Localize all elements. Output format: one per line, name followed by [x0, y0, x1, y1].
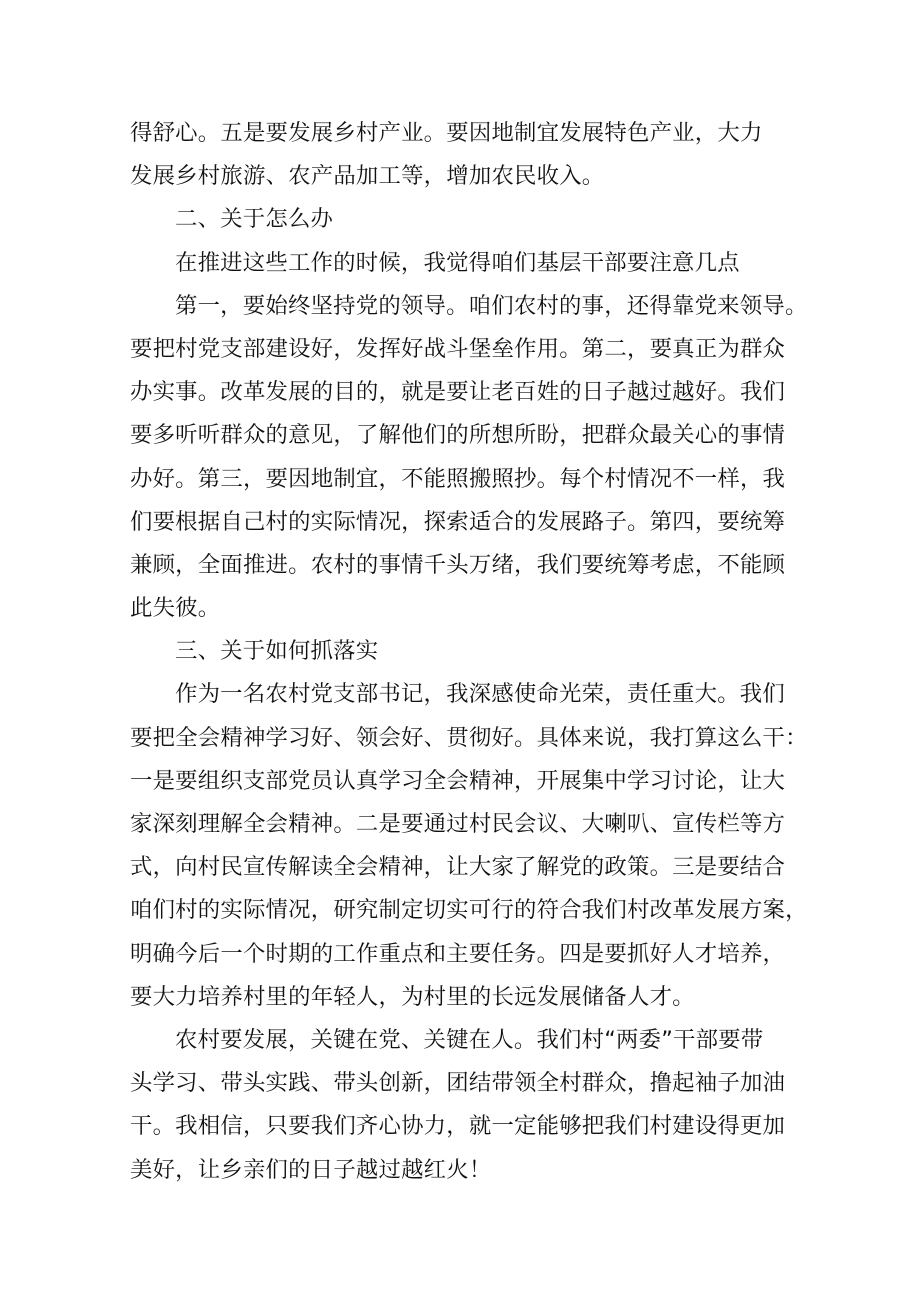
text-line: 一是要组织支部党员认真学习全会精神，开展集中学习讨论，让大: [130, 767, 786, 794]
text-line: 家深刻理解全会精神。二是要通过村民会议、大喇叭、宣传栏等方: [130, 811, 786, 837]
text-line: 第一，要始终坚持党的领导。咱们农村的事，还得靠党来领导。: [175, 292, 808, 319]
text-line: 要大力培养村里的年轻人，为村里的长远发展储备人才。: [130, 983, 695, 1010]
text-line: 美好，让乡亲们的日子越过越红火！: [130, 1156, 492, 1183]
text-line: 农村要发展，关键在党、关键在人。我们村“两委”干部要带: [175, 1026, 764, 1053]
document-body: [130, 112, 808, 1192]
text-line: 头学习、带头实践、带头创新，团结带领全村群众，撸起袖子加油: [130, 1070, 786, 1097]
text-line: 式，向村民宣传解读全会精神，让大家了解党的政策。三是要结合: [130, 854, 786, 881]
text-line: 得舒心。五是要发展乡村产业。要因地制宜发展特色产业，大力: [130, 120, 763, 146]
text-line: 兼顾，全面推进。农村的事情千头万绪，我们要统筹考虑，不能顾: [130, 551, 786, 578]
text-line: 要把全会精神学习好、领会好、贯彻好。具体来说，我打算这么干：: [130, 724, 808, 751]
text-line: 要多听听群众的意见，了解他们的所想所盼，把群众最关心的事情: [130, 422, 786, 449]
section-heading-how: 二、关于怎么办: [175, 206, 334, 233]
text-line: 咱们村的实际情况，研究制定切实可行的符合我们村改革发展方案，: [130, 897, 808, 924]
text-line: 作为一名农村党支部书记，我深感使命光荣，责任重大。我们: [175, 681, 785, 708]
text-line: 在推进这些工作的时候，我觉得咱们基层干部要注意几点: [175, 249, 740, 276]
text-line: 办实事。改革发展的目的，就是要让老百姓的日子越过越好。我们: [130, 379, 786, 406]
text-line: 此失彼。: [130, 595, 221, 622]
text-line: 办好。第三，要因地制宜，不能照搬照抄。每个村情况不一样，我: [130, 465, 786, 492]
section-heading-implementation: 三、关于如何抓落实: [175, 638, 379, 665]
text-line: 要把村党支部建设好，发挥好战斗堡垒作用。第二，要真正为群众: [130, 335, 786, 362]
text-line: 明确今后一个时期的工作重点和主要任务。四是要抓好人才培养，: [130, 940, 786, 967]
text-line: 干。我相信，只要我们齐心协力，就一定能够把我们村建设得更加: [130, 1113, 786, 1140]
text-line: 们要根据自己村的实际情况，探索适合的发展路子。第四，要统筹: [130, 508, 786, 535]
text-line: 发展乡村旅游、农产品加工等，增加农民收入。: [130, 163, 605, 190]
